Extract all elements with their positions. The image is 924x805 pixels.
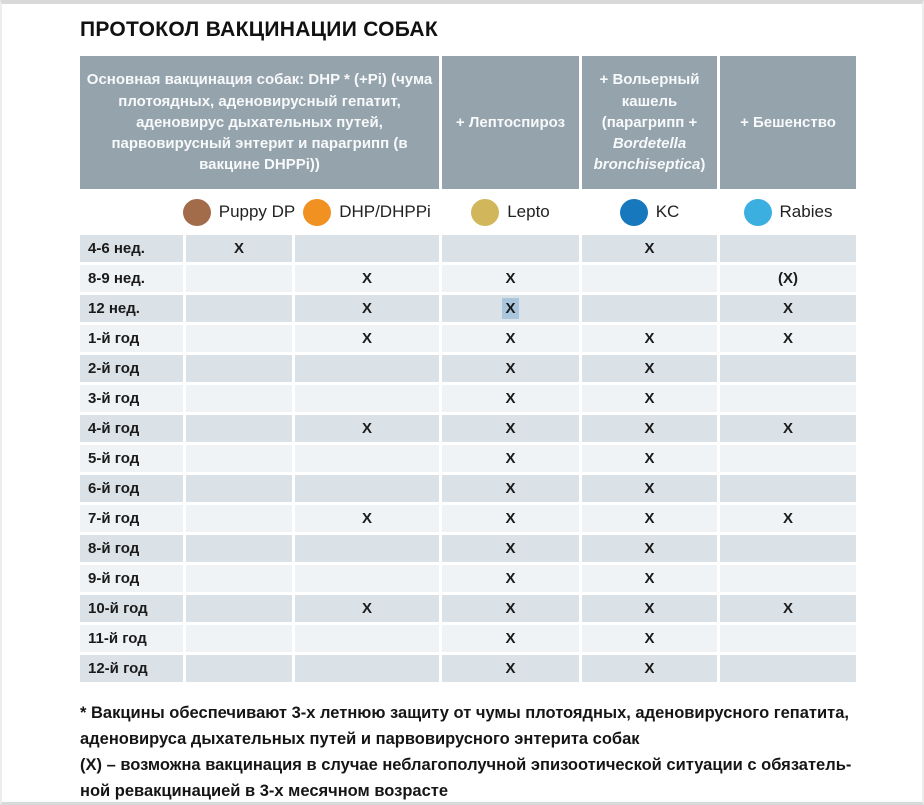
row-label: 4-й год bbox=[80, 415, 183, 442]
vaccination-mark-cell bbox=[186, 505, 292, 532]
row-label: 1-й год bbox=[80, 325, 183, 352]
vaccination-mark-cell: X bbox=[442, 595, 579, 622]
vaccination-mark-cell bbox=[720, 385, 856, 412]
dhp-dhppi-color-dot-icon bbox=[303, 199, 331, 226]
vaccination-mark-cell: X bbox=[442, 655, 579, 682]
header-kennel-cough bbox=[582, 56, 717, 189]
vaccination-mark-cell: X bbox=[295, 595, 439, 622]
row-label: 3-й год bbox=[80, 385, 183, 412]
vaccination-mark-cell: X bbox=[582, 625, 717, 652]
row-label: 7-й год bbox=[80, 505, 183, 532]
rabies-color-dot-icon bbox=[744, 199, 772, 226]
footnote-line: * Вакцины обеспечивают 3-х летнюю защиту от чумы плотоядных, аденовирусного гепатита, bbox=[80, 704, 849, 722]
vaccination-mark-cell bbox=[186, 445, 292, 472]
vaccination-mark-cell bbox=[295, 235, 439, 262]
row-label: 5-й год bbox=[80, 445, 183, 472]
vaccination-mark-cell: X bbox=[582, 505, 717, 532]
vaccination-mark-cell bbox=[295, 655, 439, 682]
vaccination-mark-cell: X bbox=[582, 415, 717, 442]
vaccination-mark-cell: X bbox=[582, 235, 717, 262]
vaccination-mark-cell: X bbox=[295, 295, 439, 322]
vaccination-mark-cell bbox=[295, 475, 439, 502]
vaccination-mark-cell: X bbox=[442, 445, 579, 472]
vaccination-mark-cell bbox=[186, 535, 292, 562]
table-row bbox=[80, 655, 858, 682]
vaccination-mark-cell bbox=[720, 235, 856, 262]
table-row bbox=[80, 505, 858, 532]
legend-item-puppy-dp bbox=[186, 199, 296, 226]
vaccination-mark-cell: X bbox=[582, 445, 717, 472]
vaccination-mark-cell: X bbox=[442, 385, 579, 412]
table-row bbox=[80, 355, 858, 382]
vaccination-mark-cell: X bbox=[582, 535, 717, 562]
table-row bbox=[80, 325, 858, 352]
table-row bbox=[80, 535, 858, 562]
vaccination-mark-cell bbox=[582, 265, 717, 292]
puppy-dp-color-dot-icon bbox=[183, 199, 211, 226]
vaccination-mark-cell bbox=[295, 625, 439, 652]
footnotes bbox=[80, 700, 922, 804]
vaccination-mark-cell: X bbox=[442, 415, 579, 442]
vaccination-mark-cell bbox=[186, 655, 292, 682]
vaccination-mark-cell bbox=[186, 415, 292, 442]
vaccination-mark-cell: X bbox=[442, 535, 579, 562]
row-label: 12-й год bbox=[80, 655, 183, 682]
header-leptospirosis: + Лептоспироз bbox=[442, 56, 579, 189]
vaccination-mark-cell: (X) bbox=[720, 265, 856, 292]
vaccination-mark-cell: X bbox=[295, 265, 439, 292]
vaccination-mark-cell: X bbox=[582, 355, 717, 382]
legend-label: DHP/DHPPi bbox=[339, 202, 431, 221]
header-kennel-cough-close: ) bbox=[700, 156, 706, 174]
table-row bbox=[80, 385, 858, 412]
vaccination-mark-cell: X bbox=[442, 355, 579, 382]
header-core-vaccination: Основная вакцинация собак: DHP * (+Pi) (чума плотоядных, аденовирусный гепатит, аденовирус дыхательных путей, парвовирусный энтерит и парагрипп (в вакцине DHPPi)) bbox=[80, 56, 439, 189]
vaccination-mark-cell bbox=[295, 565, 439, 592]
row-label: 6-й год bbox=[80, 475, 183, 502]
table-row bbox=[80, 475, 858, 502]
vaccination-mark-cell bbox=[582, 295, 717, 322]
vaccination-mark-cell bbox=[442, 295, 579, 322]
table-row bbox=[80, 595, 858, 622]
vaccination-mark-cell: X bbox=[582, 565, 717, 592]
footnote-line: (X) – возможна вакцинация в случае неблагополучной эпизоотической ситуации с обязатель- bbox=[80, 756, 852, 774]
header-kennel-cough-text: + Вольерный кашель (парагрипп + bbox=[599, 71, 700, 131]
vaccination-mark-cell bbox=[186, 625, 292, 652]
vaccination-mark-cell: X bbox=[720, 295, 856, 322]
legend-item-kc bbox=[582, 199, 717, 226]
table-row bbox=[80, 265, 858, 292]
legend-item-dhp-dhppi bbox=[295, 199, 439, 226]
table-row bbox=[80, 565, 858, 592]
vaccination-mark-cell: X bbox=[582, 655, 717, 682]
vaccine-legend bbox=[80, 189, 858, 235]
vaccination-mark-cell bbox=[442, 235, 579, 262]
page-title: ПРОТОКОЛ ВАКЦИНАЦИИ СОБАК bbox=[80, 18, 438, 41]
table-row bbox=[80, 235, 858, 262]
vaccination-mark-cell bbox=[720, 475, 856, 502]
legend-item-lepto bbox=[442, 199, 579, 226]
vaccination-mark-cell: X bbox=[720, 505, 856, 532]
vaccination-mark-cell bbox=[720, 625, 856, 652]
vaccination-mark-cell bbox=[295, 445, 439, 472]
vaccination-mark-cell: X bbox=[295, 325, 439, 352]
lepto-color-dot-icon bbox=[471, 199, 499, 226]
vaccination-mark-cell: X bbox=[442, 625, 579, 652]
vaccination-mark-cell bbox=[186, 565, 292, 592]
legend-label: Lepto bbox=[507, 202, 550, 221]
vaccination-mark-cell: X bbox=[720, 415, 856, 442]
vaccination-mark-cell bbox=[720, 355, 856, 382]
vaccination-mark-cell bbox=[295, 385, 439, 412]
vaccination-mark-cell: X bbox=[186, 235, 292, 262]
highlighted-mark: X bbox=[502, 298, 518, 319]
footnote-line: ной ревакцинацией в 3-х месячном возрасте bbox=[80, 782, 449, 800]
vaccination-mark-cell bbox=[720, 535, 856, 562]
vaccination-mark-cell bbox=[295, 355, 439, 382]
table-row bbox=[80, 625, 858, 652]
footnote-line: аденовируса дыхательных путей и парвовирусного энтерита собак bbox=[80, 730, 640, 748]
vaccination-mark-cell bbox=[186, 475, 292, 502]
vaccination-mark-cell bbox=[186, 295, 292, 322]
row-label: 2-й год bbox=[80, 355, 183, 382]
row-label: 11-й год bbox=[80, 625, 183, 652]
kc-color-dot-icon bbox=[620, 199, 648, 226]
vaccination-mark-cell bbox=[295, 535, 439, 562]
row-label: 8-9 нед. bbox=[80, 265, 183, 292]
vaccination-mark-cell bbox=[186, 595, 292, 622]
vaccination-mark-cell: X bbox=[442, 265, 579, 292]
vaccination-mark-cell: X bbox=[582, 475, 717, 502]
row-label: 10-й год bbox=[80, 595, 183, 622]
vaccination-mark-cell: X bbox=[720, 325, 856, 352]
vaccination-mark-cell: X bbox=[720, 595, 856, 622]
vaccination-mark-cell: X bbox=[582, 325, 717, 352]
header-kennel-cough-latin-name: Bordetella bronchiseptica bbox=[593, 135, 701, 174]
row-label: 9-й год bbox=[80, 565, 183, 592]
vaccination-mark-cell: X bbox=[582, 595, 717, 622]
vaccination-mark-cell: X bbox=[442, 505, 579, 532]
vaccination-table bbox=[80, 56, 858, 682]
legend-label: KC bbox=[655, 202, 680, 221]
vaccination-mark-cell bbox=[186, 385, 292, 412]
row-label: 8-й год bbox=[80, 535, 183, 562]
table-row bbox=[80, 415, 858, 442]
vaccination-mark-cell bbox=[186, 325, 292, 352]
vaccination-mark-cell bbox=[720, 565, 856, 592]
vaccination-mark-cell: X bbox=[295, 415, 439, 442]
vaccination-mark-cell bbox=[720, 655, 856, 682]
vaccination-mark-cell bbox=[186, 265, 292, 292]
vaccination-mark-cell bbox=[720, 445, 856, 472]
vaccination-mark-cell: X bbox=[442, 565, 579, 592]
legend-label: Puppy DP bbox=[218, 202, 296, 221]
vaccination-mark-cell: X bbox=[442, 325, 579, 352]
vaccination-mark-cell: X bbox=[582, 385, 717, 412]
vaccination-mark-cell: X bbox=[295, 505, 439, 532]
row-label: 12 нед. bbox=[80, 295, 183, 322]
table-row bbox=[80, 445, 858, 472]
legend-item-rabies bbox=[720, 199, 856, 226]
row-label: 4-6 нед. bbox=[80, 235, 183, 262]
table-body bbox=[80, 235, 858, 682]
vaccination-mark-cell: X bbox=[442, 475, 579, 502]
table-header-row bbox=[80, 56, 858, 189]
header-rabies: + Бешенство bbox=[720, 56, 856, 189]
vaccination-mark-cell bbox=[186, 355, 292, 382]
legend-label: Rabies bbox=[779, 202, 833, 221]
table-row bbox=[80, 295, 858, 322]
